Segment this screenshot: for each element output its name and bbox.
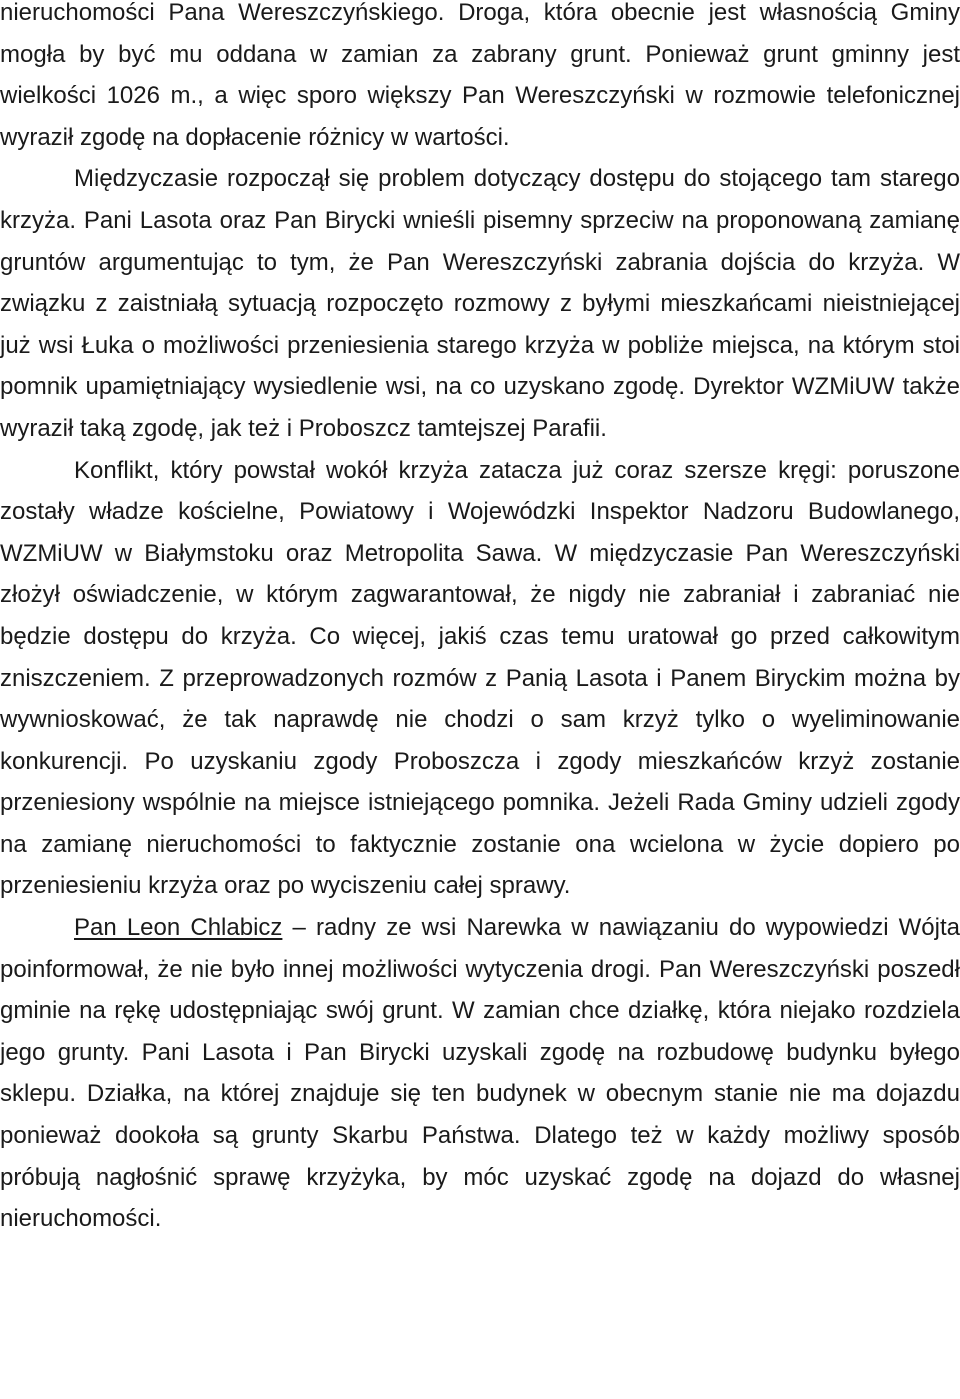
paragraph-cross-dispute: Międzyczasie rozpoczął się problem dotyczący dostępu do stojącego tam starego krzyża. Pani Lasota oraz Pan Birycki wnieśli pisemny sprzeciw na proponowaną zamianę gruntów argumentując to tym, że Pan Wereszczyński zabrania dojścia do krzyża. W związku z zaistniałą sytuacją rozpoczęto rozmowy z byłymi mieszkańcami nieistniejącej już wsi Łuka o możliwości przeniesienia starego krzyża w pobliże miejsca, na którym stoi pomnik upamiętniający wysiedlenie wsi, na co uzyskano zgodę. Dyrektor WZMiUW także wyraził taką zgodę, jak też i Proboszcz tamtejszej Parafii. (0, 165, 960, 442)
paragraph-conflict: Konflikt, który powstał wokół krzyża zatacza już coraz szersze kręgi: poruszone zostały władze kościelne, Powiatowy i Wojewódzki Inspektor Nadzoru Budowlanego, WZMiUW w Białymstoku oraz Metropolita Sawa. W międzyczasie Pan Wereszczyński złożył oświadczenie, w którym zagwarantował, że nigdy nie zabraniał i zabraniać nie będzie dostępu do krzyża. Co więcej, jakiś czas temu uratował go przed całkowitym zniszczeniem. Z przeprowadzonych rozmów z Panią Lasota i Panem Biryckim można by wywnioskować, że tak naprawdę nie chodzi o sam krzyż tylko o wyeliminowanie konkurencji. Po uzyskaniu zgody Proboszcza i zgody mieszkańców krzyż zostanie przeniesiony wspólnie na miejsce istniejącego pomnika. Jeżeli Rada Gminy udzieli zgody na zamianę nieruchomości to faktycznie zostanie ona wcielona w życie dopiero po przeniesieniu krzyża oraz po wyciszeniu całej sprawy. (0, 456, 960, 900)
paragraph-councillor-statement (0, 907, 960, 1240)
speaker-name: Pan Leon Chlabicz (74, 914, 283, 942)
paragraph-land-exchange: nieruchomości Pana Wereszczyńskiego. Droga, która obecnie jest własnością Gminy mogła by być mu oddana w zamian za zabrany grunt. Ponieważ grunt gminny jest wielkości 1026 m., a więc sporo większy Pan Wereszczyński w rozmowie telefonicznej wyraził zgodę na dopłacenie różnicy w wartości. (0, 0, 960, 151)
speaker-statement: – radny ze wsi Narewka w nawiązaniu do wypowiedzi Wójta poinformował, że nie było innej możliwości wytyczenia drogi. Pan Wereszczyński poszedł gminie na rękę udostępniając swój grunt. W zamian chce działkę, która niejako rozdziela jego grunty. Pani Lasota i Pan Birycki uzyskali zgodę na rozbudowę budynku byłego sklepu. Działka, na której znajduje się ten budynek w obecnym stanie nie ma dojazdu ponieważ dookoła są grunty Skarbu Państwa. Dlatego też w każdy możliwy sposób próbują nagłośnić sprawę krzyżyka, by móc uzyskać zgodę na dojazd do własnej nieruchomości. (0, 914, 960, 1233)
